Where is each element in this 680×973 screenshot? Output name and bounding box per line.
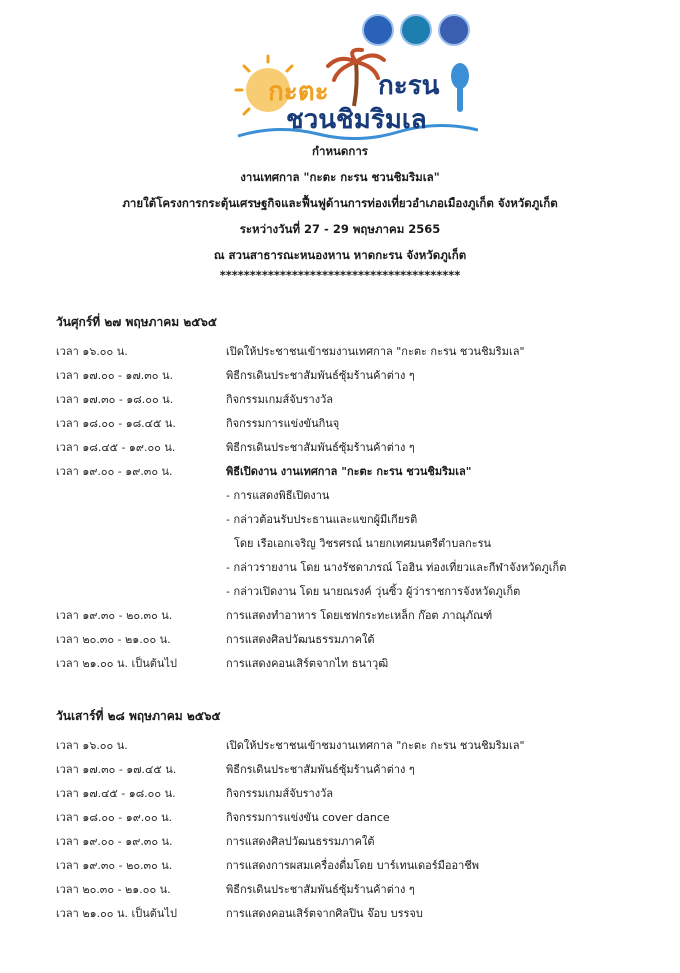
- schedule-time: เวลา ๑๙.๐๐ - ๑๙.๓๐ น.: [56, 465, 173, 478]
- schedule-time: เวลา ๑๙.๐๐ - ๑๙.๓๐ น.: [56, 835, 173, 848]
- separator-stars: ****************************************: [219, 268, 461, 282]
- schedule-row: [56, 436, 636, 460]
- tourism-seal-icon: [438, 14, 470, 46]
- government-logos: [362, 14, 470, 46]
- schedule-row: [56, 388, 636, 412]
- schedule-activity: พิธีเปิดงาน งานเทศกาล "กะตะ กะรน ชวนชิมริมเล": [226, 465, 472, 478]
- schedule-time: เวลา ๒๑.๐๐ น. เป็นต้นไป: [56, 907, 177, 920]
- schedule-time: [56, 508, 226, 532]
- logo-word-karon: กะรน: [378, 71, 440, 101]
- schedule-time: เวลา ๑๗.๐๐ - ๑๗.๓๐ น.: [56, 369, 173, 382]
- schedule-row: [56, 734, 636, 758]
- schedule-row: [56, 806, 636, 830]
- schedule-activity: - การแสดงพิธีเปิดงาน: [226, 489, 330, 502]
- schedule-activity: การแสดงคอนเสิร์ตจากไท ธนาวุฒิ: [226, 657, 389, 670]
- schedule-row: [56, 340, 636, 364]
- schedule-row: [56, 628, 636, 652]
- project-name: ภายใต้โครงการกระตุ้นเศรษฐกิจและฟื้นฟูด้านการท่องเที่ยวอำเภอเมืองภูเก็ต จังหวัดภูเก็ต: [122, 196, 558, 210]
- day-section-friday: [56, 308, 636, 676]
- schedule-activity: พิธีกรเดินประชาสัมพันธ์ซุ้มร้านค้าต่าง ๆ: [226, 763, 415, 776]
- schedule-time: เวลา ๒๐.๓๐ - ๒๑.๐๐ น.: [56, 883, 171, 896]
- schedule-activity: การแสดงคอนเสิร์ตจากศิลปิน จ๊อบ บรรจบ: [226, 907, 423, 920]
- schedule-activity: กิจกรรมการแข่งขันกินจุ: [226, 417, 340, 430]
- schedule-row: [56, 652, 636, 676]
- spoon-icon: [451, 63, 469, 112]
- schedule-activity: - กล่าวต้อนรับประธานและแขกผู้มีเกียรติ: [226, 513, 418, 526]
- schedule-activity: เปิดให้ประชาชนเข้าชมงานเทศกาล "กะตะ กะรน ชวนชิมริมเล": [226, 345, 525, 358]
- schedule-activity: กิจกรรมเกมส์จับรางวัล: [226, 393, 334, 406]
- schedule-activity: พิธีกรเดินประชาสัมพันธ์ซุ้มร้านค้าต่าง ๆ: [226, 441, 415, 454]
- event-venue: ณ สวนสาธารณะหนองหาน หาดกะรน จังหวัดภูเก็ต: [213, 248, 467, 262]
- schedule-subitem: [56, 532, 636, 556]
- schedule-activity: การแสดงการผสมเครื่องดื่มโดย บาร์เทนเดอร์มืออาชีพ: [226, 859, 479, 872]
- festival-logo: [228, 44, 478, 140]
- schedule-time: เวลา ๑๘.๔๕ - ๑๙.๐๐ น.: [56, 441, 176, 454]
- municipality-seal-icon: [400, 14, 432, 46]
- schedule-subitem: [56, 580, 636, 604]
- schedule-subitem: [56, 484, 636, 508]
- schedule-time: เวลา ๑๖.๐๐ น.: [56, 739, 128, 752]
- schedule-time: เวลา ๑๗.๓๐ - ๑๗.๔๕ น.: [56, 763, 177, 776]
- day-section-saturday: [56, 702, 636, 926]
- schedule-time: [56, 580, 226, 604]
- schedule-row: [56, 878, 636, 902]
- schedule-time: เวลา ๑๙.๓๐ - ๒๐.๓๐ น.: [56, 859, 173, 872]
- schedule-time: เวลา ๑๗.๔๕ - ๑๘.๐๐ น.: [56, 787, 176, 800]
- schedule-time: เวลา ๑๖.๐๐ น.: [56, 345, 128, 358]
- schedule-row: [56, 412, 636, 436]
- doc-title: กำหนดการ: [312, 144, 368, 158]
- schedule-activity: พิธีกรเดินประชาสัมพันธ์ซุ้มร้านค้าต่าง ๆ: [226, 369, 415, 382]
- schedule-row: [56, 460, 636, 484]
- schedule-row: [56, 604, 636, 628]
- schedule-activity: โดย เรือเอกเจริญ วิชรศรณ์ นายกเทศมนตรีตำบลกะรน: [234, 537, 492, 550]
- day-title: วันศุกร์ที่ ๒๗ พฤษภาคม ๒๕๖๕: [56, 315, 218, 329]
- schedule-activity: การแสดงศิลปวัฒนธรรมภาคใต้: [226, 633, 375, 646]
- province-seal-icon: [362, 14, 394, 46]
- schedule-activity: - กล่าวรายงาน โดย นางรัชดาภรณ์ โอฮิน ท่องเที่ยวและกีฬาจังหวัดภูเก็ต: [226, 561, 567, 574]
- palm-tree-icon: [328, 50, 384, 106]
- schedule-activity: กิจกรรมเกมส์จับรางวัล: [226, 787, 334, 800]
- day-title: วันเสาร์ที่ ๒๘ พฤษภาคม ๒๕๖๕: [56, 709, 221, 723]
- schedule-time: เวลา ๒๑.๐๐ น. เป็นต้นไป: [56, 657, 177, 670]
- schedule-activity: เปิดให้ประชาชนเข้าชมงานเทศกาล "กะตะ กะรน ชวนชิมริมเล": [226, 739, 525, 752]
- schedule-time: เวลา ๒๐.๓๐ - ๒๑.๐๐ น.: [56, 633, 171, 646]
- event-name: งานเทศกาล "กะตะ กะรน ชวนชิมริมเล": [240, 170, 440, 184]
- schedule-row: [56, 782, 636, 806]
- logo-word-kata: กะตะ: [268, 77, 329, 107]
- schedule-time: เวลา ๑๘.๐๐ - ๑๘.๔๕ น.: [56, 417, 176, 430]
- schedule-row: [56, 758, 636, 782]
- schedule-time: [56, 556, 226, 580]
- document-header: [0, 138, 680, 282]
- schedule-subitem: [56, 508, 636, 532]
- event-dates: ระหว่างวันที่ 27 - 29 พฤษภาคม 2565: [239, 222, 441, 236]
- schedule-row: [56, 854, 636, 878]
- schedule-activity: กิจกรรมการแข่งขัน cover dance: [226, 811, 390, 824]
- logo-word-chuanchim: ชวนชิมริมเล: [286, 105, 427, 135]
- schedule-time: เวลา ๑๙.๓๐ - ๒๐.๓๐ น.: [56, 609, 173, 622]
- schedule-time: [56, 484, 226, 508]
- schedule-activity: พิธีกรเดินประชาสัมพันธ์ซุ้มร้านค้าต่าง ๆ: [226, 883, 415, 896]
- schedule-row: [56, 830, 636, 854]
- schedule-activity: การแสดงทำอาหาร โดยเชฟกระทะเหล็ก ก๊อต ภาณุภัณฑ์: [226, 609, 493, 622]
- schedule-time: [56, 532, 226, 556]
- schedule-time: เวลา ๑๘.๐๐ - ๑๙.๐๐ น.: [56, 811, 173, 824]
- schedule-row: [56, 364, 636, 388]
- schedule-activity: การแสดงศิลปวัฒนธรรมภาคใต้: [226, 835, 375, 848]
- schedule-time: เวลา ๑๗.๓๐ - ๑๘.๐๐ น.: [56, 393, 174, 406]
- schedule-activity: - กล่าวเปิดงาน โดย นายณรงค์ วุ่นซิ้ว ผู้ว่าราชการจังหวัดภูเก็ต: [226, 585, 521, 598]
- schedule-subitem: [56, 556, 636, 580]
- schedule-row: [56, 902, 636, 926]
